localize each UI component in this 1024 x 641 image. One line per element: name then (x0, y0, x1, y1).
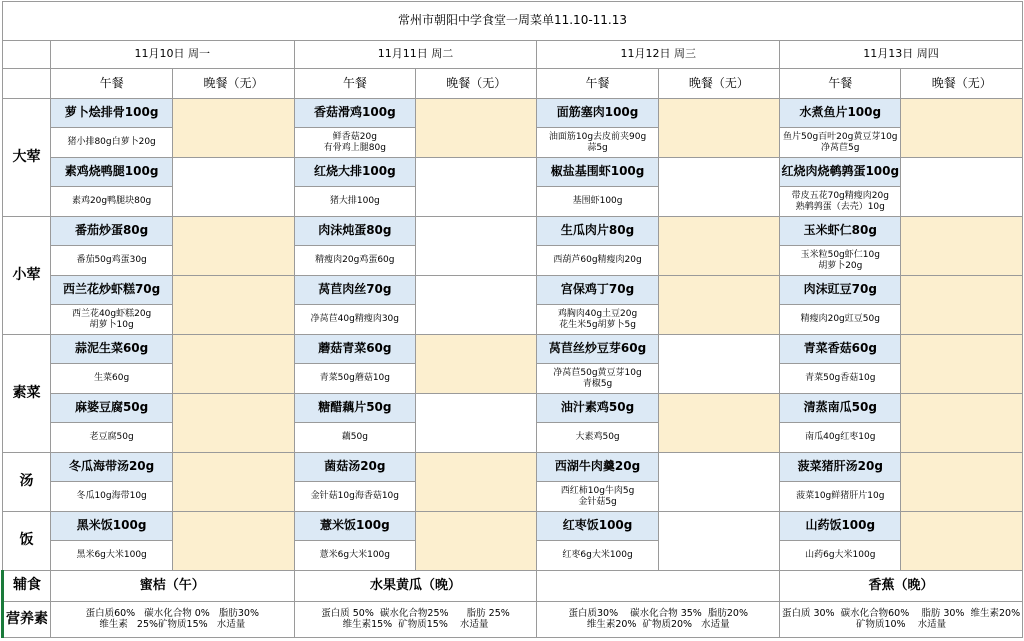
dish-ingredients: 素鸡20g鸭腿块80g (50, 187, 172, 217)
corner-cell (3, 41, 51, 69)
dinner-header: 晚餐（无） (416, 69, 537, 99)
dish-name: 莴苣肉丝70g (294, 276, 415, 305)
dinner-empty-cell (901, 99, 1023, 158)
nutrition-info (294, 602, 537, 638)
dish-ingredients: 老豆腐50g (50, 423, 172, 453)
dish-ingredients: 鸡胸肉40g土豆20g 花生米5g胡萝卜5g (537, 305, 658, 335)
side-dish-item (537, 571, 780, 602)
dinner-empty-cell (658, 335, 779, 394)
dinner-empty-cell (173, 453, 294, 512)
dinner-empty-cell (173, 158, 294, 217)
dish-name: 菠菜猪肝汤20g (780, 453, 901, 482)
dinner-empty-cell (658, 276, 779, 335)
title-row (3, 2, 1023, 41)
dinner-empty-cell (173, 99, 294, 158)
corner-cell (3, 69, 51, 99)
dish-name-row (3, 335, 1023, 364)
dish-ingredients: 西葫芦60g精瘦肉20g (537, 246, 658, 276)
dish-name: 宫保鸡丁70g (537, 276, 658, 305)
dish-ingredients: 大素鸡50g (537, 423, 658, 453)
dish-ingredients: 精瘦肉20g鸡蛋60g (294, 246, 415, 276)
dish-ingredients: 红枣6g大米100g (537, 541, 658, 571)
lunch-header: 午餐 (294, 69, 415, 99)
dish-name: 黑米饭100g (50, 512, 172, 541)
dish-name: 青菜香菇60g (780, 335, 901, 364)
dish-ingredients: 南瓜40g红枣10g (780, 423, 901, 453)
dish-ingredients: 油面筋10g去皮前夹90g 蒜5g (537, 128, 658, 158)
nutrition-line: 矿物质10% 水适量 (855, 618, 947, 630)
dish-name: 玉米虾仁80g (780, 217, 901, 246)
nutrition-info (780, 602, 1023, 638)
dish-name: 红烧大排100g (294, 158, 415, 187)
dinner-empty-cell (658, 512, 779, 571)
dish-ingredients: 青菜50g蘑菇10g (294, 364, 415, 394)
dinner-empty-cell (901, 335, 1023, 394)
dish-ingredients: 鱼片50g百叶20g黄豆芽10g 净莴苣5g (780, 128, 901, 158)
day-row (3, 41, 1023, 69)
dish-name: 蘑菇青菜60g (294, 335, 415, 364)
nutrition-line: 维生素15% 矿物质15% 水适量 (342, 618, 489, 630)
dinner-empty-cell (416, 512, 537, 571)
nutrition-row (3, 602, 1023, 638)
dinner-empty-cell (901, 158, 1023, 217)
dish-name: 山药饭100g (780, 512, 901, 541)
lunch-header: 午餐 (537, 69, 658, 99)
dish-name: 面筋塞肉100g (537, 99, 658, 128)
nutrition-line: 蛋白质 30% 碳水化合物60% 脂肪 30% 维生素20% (781, 607, 1021, 619)
dish-name: 椒盐基围虾100g (537, 158, 658, 187)
dinner-empty-cell (416, 99, 537, 158)
nutrition-line: 维生素 25%矿物质15% 水适量 (99, 618, 246, 630)
dish-name: 肉沫豇豆70g (780, 276, 901, 305)
dish-ingredients: 生菜60g (50, 364, 172, 394)
dinner-empty-cell (416, 217, 537, 276)
nutrition-line: 蛋白质30% 碳水化合物 35% 脂肪20% (568, 607, 748, 619)
dinner-empty-cell (173, 394, 294, 453)
dinner-header: 晚餐（无） (901, 69, 1023, 99)
lunch-header: 午餐 (50, 69, 172, 99)
dish-name: 西湖牛肉羹20g (537, 453, 658, 482)
day-header: 11月12日 周三 (537, 41, 780, 69)
dish-name: 水煮鱼片100g (780, 99, 901, 128)
dish-ingredients: 青菜50g香菇10g (780, 364, 901, 394)
dinner-empty-cell (173, 335, 294, 394)
meal-row (3, 69, 1023, 99)
dish-ingredients: 猪小排80g白萝卜20g (50, 128, 172, 158)
nutrition-line: 蛋白质 50% 碳水化合物25% 脂肪 25% (321, 607, 510, 619)
menu-title: 常州市朝阳中学食堂一周菜单11.10-11.13 (3, 2, 1023, 41)
dinner-empty-cell (416, 335, 537, 394)
dish-name-row (3, 276, 1023, 305)
side-dish-row (3, 571, 1023, 602)
dish-name: 肉沫炖蛋80g (294, 217, 415, 246)
dinner-empty-cell (901, 276, 1023, 335)
dish-name: 菌菇汤20g (294, 453, 415, 482)
dish-name-row (3, 99, 1023, 128)
dish-name: 糖醋藕片50g (294, 394, 415, 423)
dish-name: 红枣饭100g (537, 512, 658, 541)
dish-name-row (3, 394, 1023, 423)
dish-name-row (3, 512, 1023, 541)
dinner-empty-cell (416, 453, 537, 512)
dinner-empty-cell (901, 512, 1023, 571)
dish-name: 蒜泥生菜60g (50, 335, 172, 364)
nutrition-info (50, 602, 294, 638)
dish-ingredients: 薏米6g大米100g (294, 541, 415, 571)
dish-ingredients: 净莴苣50g黄豆芽10g 青椒5g (537, 364, 658, 394)
category-label: 大荤 (3, 99, 51, 217)
dish-name: 番茄炒蛋80g (50, 217, 172, 246)
dinner-empty-cell (658, 99, 779, 158)
dinner-empty-cell (901, 453, 1023, 512)
dinner-empty-cell (901, 217, 1023, 276)
dish-name-row (3, 158, 1023, 187)
dish-ingredients: 净莴苣40g精瘦肉30g (294, 305, 415, 335)
dish-name: 薏米饭100g (294, 512, 415, 541)
dish-name: 油汁素鸡50g (537, 394, 658, 423)
nutrition-info (537, 602, 780, 638)
dinner-empty-cell (173, 512, 294, 571)
weekly-menu-table (1, 1, 1023, 638)
dish-ingredients: 基围虾100g (537, 187, 658, 217)
day-header: 11月13日 周四 (780, 41, 1023, 69)
dinner-empty-cell (416, 158, 537, 217)
dish-name: 素鸡烧鸭腿100g (50, 158, 172, 187)
nutrition-label: 营养素 (3, 602, 51, 638)
category-label: 汤 (3, 453, 51, 512)
dish-ingredients: 西兰花40g虾糕20g 胡萝卜10g (50, 305, 172, 335)
dinner-empty-cell (658, 394, 779, 453)
dinner-header: 晚餐（无） (658, 69, 779, 99)
side-dish-item: 蜜桔（午） (50, 571, 294, 602)
dish-name: 萝卜烩排骨100g (50, 99, 172, 128)
day-header: 11月10日 周一 (50, 41, 294, 69)
lunch-header: 午餐 (780, 69, 901, 99)
dinner-empty-cell (416, 394, 537, 453)
dish-ingredients: 西红柿10g牛肉5g 金针菇5g (537, 482, 658, 512)
side-dish-item: 水果黄瓜（晚） (294, 571, 537, 602)
dish-name: 西兰花炒虾糕70g (50, 276, 172, 305)
dish-ingredients: 猪大排100g (294, 187, 415, 217)
dish-ingredients: 藕50g (294, 423, 415, 453)
dish-ingredients: 精瘦肉20g豇豆50g (780, 305, 901, 335)
dish-name: 香菇滑鸡100g (294, 99, 415, 128)
nutrition-line: 蛋白质60% 碳水化合物 0% 脂肪30% (85, 607, 260, 619)
dinner-empty-cell (658, 217, 779, 276)
dish-name-row (3, 453, 1023, 482)
dinner-empty-cell (173, 217, 294, 276)
dish-name: 莴苣丝炒豆芽60g (537, 335, 658, 364)
dinner-empty-cell (658, 158, 779, 217)
dish-name-row (3, 217, 1023, 246)
dish-name: 清蒸南瓜50g (780, 394, 901, 423)
dish-ingredients: 玉米粒50g虾仁10g 胡萝卜20g (780, 246, 901, 276)
category-label: 素菜 (3, 335, 51, 453)
dinner-empty-cell (658, 453, 779, 512)
nutrition-line: 维生素20% 矿物质20% 水适量 (586, 618, 730, 630)
dish-ingredients: 黑米6g大米100g (50, 541, 172, 571)
category-label: 小荤 (3, 217, 51, 335)
category-label: 饭 (3, 512, 51, 571)
dinner-empty-cell (901, 394, 1023, 453)
dish-name: 冬瓜海带汤20g (50, 453, 172, 482)
dinner-empty-cell (173, 276, 294, 335)
dish-ingredients: 金针菇10g海香菇10g (294, 482, 415, 512)
dinner-header: 晚餐（无） (173, 69, 294, 99)
day-header: 11月11日 周二 (294, 41, 537, 69)
dish-ingredients: 带皮五花70g精瘦肉20g 熟鹌鹑蛋（去壳）10g (780, 187, 901, 217)
side-dish-label: 辅食 (3, 571, 51, 602)
dish-name: 麻婆豆腐50g (50, 394, 172, 423)
dish-ingredients: 鲜香菇20g 有骨鸡上腿80g (294, 128, 415, 158)
dish-name: 红烧肉烧鹌鹑蛋100g (780, 158, 901, 187)
dish-ingredients: 菠菜10g鲜猪肝片10g (780, 482, 901, 512)
dinner-empty-cell (416, 276, 537, 335)
dish-ingredients: 山药6g大米100g (780, 541, 901, 571)
side-dish-item: 香蕉（晚） (780, 571, 1023, 602)
dish-ingredients: 番茄50g鸡蛋30g (50, 246, 172, 276)
dish-ingredients: 冬瓜10g海带10g (50, 482, 172, 512)
dish-name: 生瓜肉片80g (537, 217, 658, 246)
